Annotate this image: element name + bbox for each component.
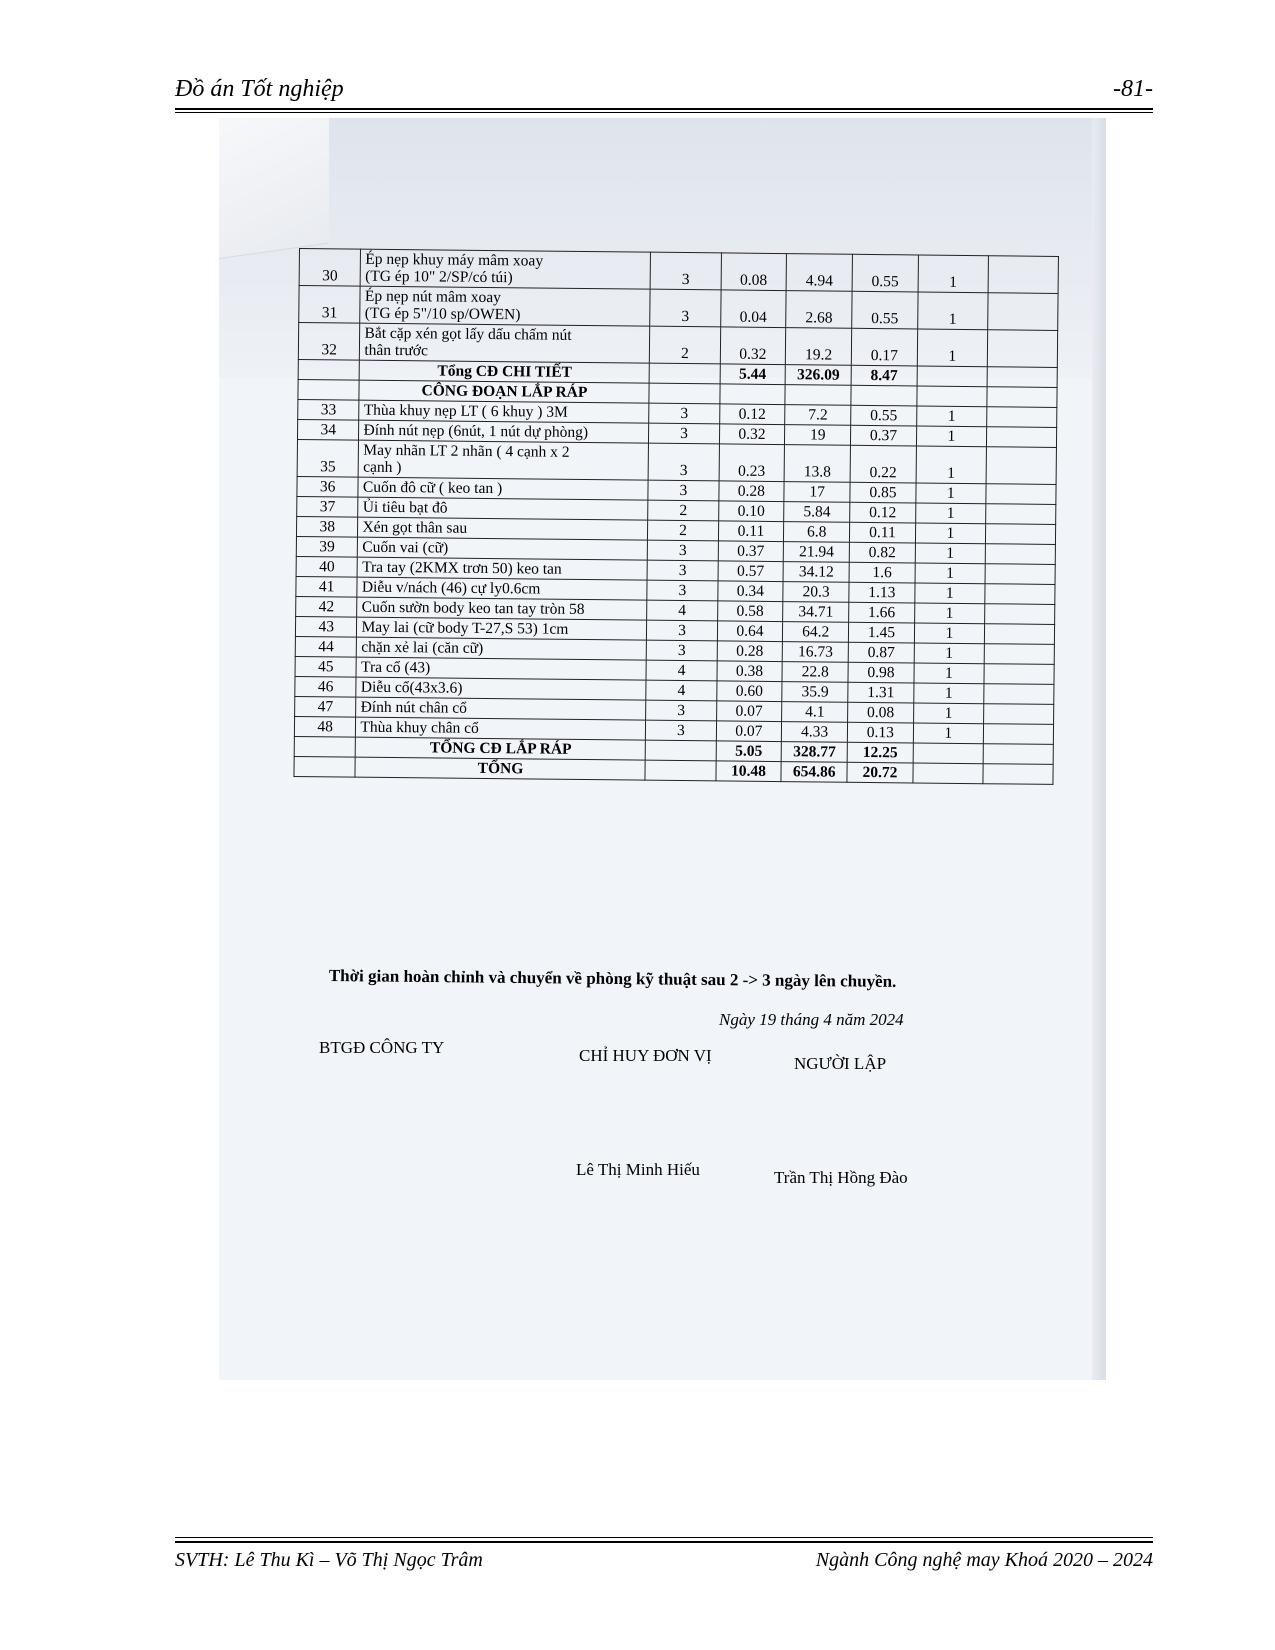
row-number: 38: [296, 516, 358, 537]
document-title: Đồ án Tốt nghiệp: [175, 76, 344, 102]
machine-count: 3: [649, 423, 719, 444]
row-number: 45: [295, 656, 357, 677]
seconds-value: 4.94: [786, 254, 852, 292]
worker-count: 1: [918, 255, 988, 293]
time-value: 0.37: [718, 541, 784, 562]
operation-name-line: May nhãn LT 2 nhãn ( 4 cạnh x 2: [363, 441, 570, 461]
machine-count: 3: [650, 289, 720, 327]
seconds-value: 17: [784, 482, 850, 503]
labor-value: 0.55: [852, 254, 918, 292]
time-value: 0.38: [717, 661, 783, 682]
seconds-value: 7.2: [785, 405, 851, 426]
row-number: [298, 359, 360, 380]
operation-name-line: cạnh ): [363, 458, 402, 477]
time-value: 0.23: [719, 444, 785, 482]
worker-count: 1: [913, 703, 983, 724]
labor-value: 8.47: [851, 365, 917, 386]
worker-count: 1: [915, 503, 985, 524]
note-cell: [987, 367, 1057, 388]
photo-edge-shadow: [1092, 118, 1106, 1380]
worker-count: 1: [914, 623, 984, 644]
worker-count: 1: [914, 663, 984, 684]
time-value: 0.10: [718, 501, 784, 522]
worker-count: [917, 386, 987, 407]
scanned-photo: [219, 118, 1106, 1380]
machine-count: 3: [647, 640, 717, 661]
seconds-value: 328.77: [781, 742, 847, 763]
labor-value: 0.17: [851, 328, 917, 366]
labor-value: 1.66: [849, 602, 915, 623]
seconds-value: 2.68: [786, 291, 852, 329]
seconds-value: 13.8: [784, 445, 850, 483]
operation-name-line: Đính nút chân cổ: [360, 698, 468, 717]
time-value: 0.60: [716, 681, 782, 702]
note-cell: [986, 484, 1056, 505]
operation-name-line: Diễu v/nách (46) cự ly0.6cm: [361, 578, 541, 598]
operation-name-line: Bắt cặp xén gọt lấy dấu chấm nút: [364, 324, 572, 344]
worker-count: [917, 366, 987, 387]
worker-count: 1: [918, 292, 988, 330]
note-cell: [985, 604, 1055, 625]
machine-count: 3: [648, 480, 718, 501]
operation-name-line: Tra cổ (43): [360, 658, 431, 677]
machine-count: [645, 760, 715, 781]
labor-value: 1.6: [849, 562, 915, 583]
time-value: 5.05: [716, 741, 782, 762]
operation-name-line: Ép nẹp khuy máy mâm xoay: [365, 250, 544, 270]
seconds-value: 326.09: [785, 365, 851, 386]
page-number: -81-: [1113, 76, 1153, 102]
worker-count: 1: [916, 446, 986, 484]
operation-name: [360, 323, 650, 363]
operation-name-line: Thùa khuy chân cổ: [360, 718, 479, 737]
machine-count: 2: [648, 520, 718, 541]
worker-count: [913, 763, 983, 784]
machine-count: 3: [649, 443, 719, 481]
operation-name-line: May lai (cữ body T-27,S 53) 1cm: [361, 618, 569, 638]
operation-name: [355, 757, 645, 780]
labor-value: 0.37: [851, 425, 917, 446]
note-cell: [987, 387, 1057, 408]
operation-name-line: (TG ép 5"/10 sp/OWEN): [364, 304, 521, 324]
seconds-value: 64.2: [783, 622, 849, 643]
note-cell: [983, 724, 1053, 745]
seconds-value: 4.33: [782, 722, 848, 743]
row-number: 42: [296, 596, 358, 617]
note-cell: [984, 664, 1054, 685]
labor-value: 0.98: [848, 662, 914, 683]
seconds-value: 5.84: [784, 502, 850, 523]
machine-count: 3: [647, 620, 717, 641]
labor-value: 1.31: [848, 682, 914, 703]
operations-table: [293, 248, 1058, 785]
operation-name-line: chặn xẻ lai (căn cữ): [361, 638, 484, 657]
operation-name-line: CÔNG ĐOẠN LẮP RÁP: [421, 382, 588, 402]
row-number: 32: [298, 323, 360, 361]
time-value: 0.07: [716, 721, 782, 742]
row-number: 39: [296, 536, 358, 557]
seconds-value: 654.86: [781, 762, 847, 783]
row-number: 34: [297, 419, 359, 440]
seconds-value: 34.12: [783, 562, 849, 583]
worker-count: 1: [913, 723, 983, 744]
signature-title-3: NGƯỜI LẬP: [794, 1054, 887, 1073]
note-cell: [985, 584, 1055, 605]
paper-fold: [219, 118, 329, 259]
worker-count: 1: [915, 523, 985, 544]
time-value: 10.48: [715, 761, 781, 782]
time-value: 0.04: [720, 290, 786, 328]
note-cell: [985, 544, 1055, 565]
labor-value: 0.55: [852, 291, 918, 329]
note-cell: [985, 564, 1055, 585]
signature-name-3: Trần Thị Hồng Đào: [774, 1168, 908, 1187]
row-number: 43: [295, 616, 357, 637]
time-value: 0.07: [716, 701, 782, 722]
worker-count: 1: [915, 563, 985, 584]
row-number: 30: [299, 249, 361, 287]
machine-count: 4: [646, 660, 716, 681]
note-cell: [983, 744, 1053, 765]
labor-value: 0.55: [851, 405, 917, 426]
machine-count: [650, 363, 720, 384]
seconds-value: 35.9: [782, 682, 848, 703]
row-number: 37: [297, 496, 359, 517]
seconds-value: 19: [785, 425, 851, 446]
labor-value: 12.25: [847, 742, 913, 763]
operation-name-line: Đính nút nẹp (6nút, 1 nút dự phòng): [363, 421, 589, 442]
worker-count: 1: [916, 483, 986, 504]
footer-rule: [175, 1541, 1153, 1543]
operation-name: [361, 249, 651, 289]
labor-value: 1.13: [849, 582, 915, 603]
machine-count: [646, 740, 716, 761]
labor-value: 0.13: [847, 722, 913, 743]
time-value: 0.12: [719, 404, 785, 425]
operation-name: [359, 440, 649, 480]
machine-count: 2: [650, 326, 720, 364]
seconds-value: 34.71: [783, 602, 849, 623]
machine-count: 3: [648, 540, 718, 561]
footer-program: Ngành Công nghệ may Khoá 2020 – 2024: [815, 1549, 1153, 1571]
time-value: 0.57: [718, 561, 784, 582]
signature-title-1: BTGĐ CÔNG TY: [319, 1038, 445, 1057]
seconds-value: 6.8: [784, 522, 850, 543]
time-value: 0.58: [717, 601, 783, 622]
time-value: 0.28: [717, 641, 783, 662]
seconds-value: 4.1: [782, 702, 848, 723]
labor-value: 0.08: [848, 702, 914, 723]
labor-value: 0.82: [849, 542, 915, 563]
note-cell: [984, 684, 1054, 705]
machine-count: [649, 383, 719, 404]
operation-name-line: (TG ép 10" 2/SP/có túi): [365, 267, 513, 287]
completion-note: Thời gian hoàn chỉnh và chuyển về phòng kỹ thuật sau 2 -> 3 ngày lên chuyền.: [328, 966, 897, 991]
worker-count: [913, 743, 983, 764]
operation-name-line: Tra tay (2KMX trơn 50) keo tan: [362, 558, 562, 578]
machine-count: 3: [646, 700, 716, 721]
operation-name-line: TỔNG: [477, 759, 524, 778]
machine-count: 2: [648, 500, 718, 521]
machine-count: 4: [646, 680, 716, 701]
row-number: 46: [295, 676, 357, 697]
row-number: 31: [299, 286, 361, 324]
operation-name-line: Tổng CĐ CHI TIẾT: [437, 362, 573, 381]
note-cell: [985, 524, 1055, 545]
row-number: 48: [294, 716, 356, 737]
seconds-value: 19.2: [786, 328, 852, 366]
machine-count: 3: [649, 403, 719, 424]
operation-name-line: Diễu cổ(43x3.6): [360, 678, 463, 697]
labor-value: 0.87: [848, 642, 914, 663]
operation-name-line: Cuốn đô cữ ( keo tan ): [362, 478, 503, 498]
time-value: 5.44: [720, 364, 786, 385]
machine-count: 3: [647, 580, 717, 601]
note-cell: [983, 704, 1053, 725]
time-value: 0.32: [720, 327, 786, 365]
labor-value: 0.12: [850, 502, 916, 523]
worker-count: 1: [915, 583, 985, 604]
footer-rule-thin: [175, 1537, 1153, 1538]
signing-date: Ngày 19 tháng 4 năm 2024: [719, 1010, 904, 1029]
seconds-value: 22.8: [782, 662, 848, 683]
note-cell: [987, 330, 1057, 368]
machine-count: 3: [651, 252, 721, 290]
row-number: [294, 736, 356, 757]
operation-name-line: Cuốn vai (cữ): [362, 538, 449, 557]
page-header: [175, 74, 1153, 108]
row-number: [298, 379, 360, 400]
worker-count: 1: [916, 426, 986, 447]
row-number: 47: [295, 696, 357, 717]
note-cell: [984, 624, 1054, 645]
header-rule: [175, 108, 1153, 110]
labor-value: 0.85: [850, 482, 916, 503]
note-cell: [983, 764, 1053, 785]
time-value: 0.11: [718, 521, 784, 542]
note-cell: [988, 256, 1058, 294]
row-number: [294, 756, 356, 777]
note-cell: [986, 427, 1056, 448]
operation-name-line: Ủi tiêu bạt đô: [362, 498, 448, 517]
worker-count: 1: [915, 543, 985, 564]
time-value: 0.08: [721, 253, 787, 291]
operation-name: [360, 286, 650, 326]
seconds-value: 20.3: [783, 582, 849, 603]
worker-count: 1: [917, 406, 987, 427]
seconds-value: [785, 385, 851, 406]
labor-value: 0.22: [850, 445, 916, 483]
row-number: 41: [296, 576, 358, 597]
row-number: 36: [297, 476, 359, 497]
machine-count: 3: [646, 720, 716, 741]
operation-name-line: Thùa khuy nẹp LT ( 6 khuy ) 3M: [363, 401, 568, 421]
header-rule-thin: [175, 112, 1153, 113]
time-value: [719, 384, 785, 405]
time-value: 0.34: [717, 581, 783, 602]
labor-value: 1.45: [848, 622, 914, 643]
row-number: 33: [298, 399, 360, 420]
note-cell: [984, 644, 1054, 665]
footer-authors: SVTH: Lê Thu Kì – Võ Thị Ngọc Trâm: [175, 1549, 483, 1571]
note-cell: [986, 447, 1056, 485]
time-value: 0.64: [717, 621, 783, 642]
row-number: 35: [297, 439, 359, 477]
time-value: 0.28: [718, 481, 784, 502]
operation-name-line: Cuốn sườn body keo tan tay tròn 58: [361, 598, 585, 619]
worker-count: 1: [914, 643, 984, 664]
operation-name-line: Ép nẹp nút mâm xoay: [364, 287, 502, 307]
machine-count: 4: [647, 600, 717, 621]
machine-count: 3: [648, 560, 718, 581]
note-cell: [986, 504, 1056, 525]
labor-value: 20.72: [847, 762, 913, 783]
worker-count: 1: [917, 329, 987, 367]
row-number: 40: [296, 556, 358, 577]
operation-name-line: thân trước: [364, 341, 428, 360]
worker-count: 1: [914, 683, 984, 704]
operation-name-line: TỔNG CĐ LẮP RÁP: [429, 739, 572, 758]
note-cell: [987, 407, 1057, 428]
seconds-value: 21.94: [784, 542, 850, 563]
signature-name-2: Lê Thị Minh Hiếu: [576, 1160, 700, 1179]
time-value: 0.32: [719, 424, 785, 445]
note-cell: [988, 293, 1058, 331]
labor-value: [851, 385, 917, 406]
signature-title-2: CHỈ HUY ĐƠN VỊ: [579, 1046, 712, 1065]
operation-name-line: Xén gọt thân sau: [362, 518, 468, 537]
labor-value: 0.11: [850, 522, 916, 543]
seconds-value: 16.73: [783, 642, 849, 663]
row-number: 44: [295, 636, 357, 657]
worker-count: 1: [914, 603, 984, 624]
